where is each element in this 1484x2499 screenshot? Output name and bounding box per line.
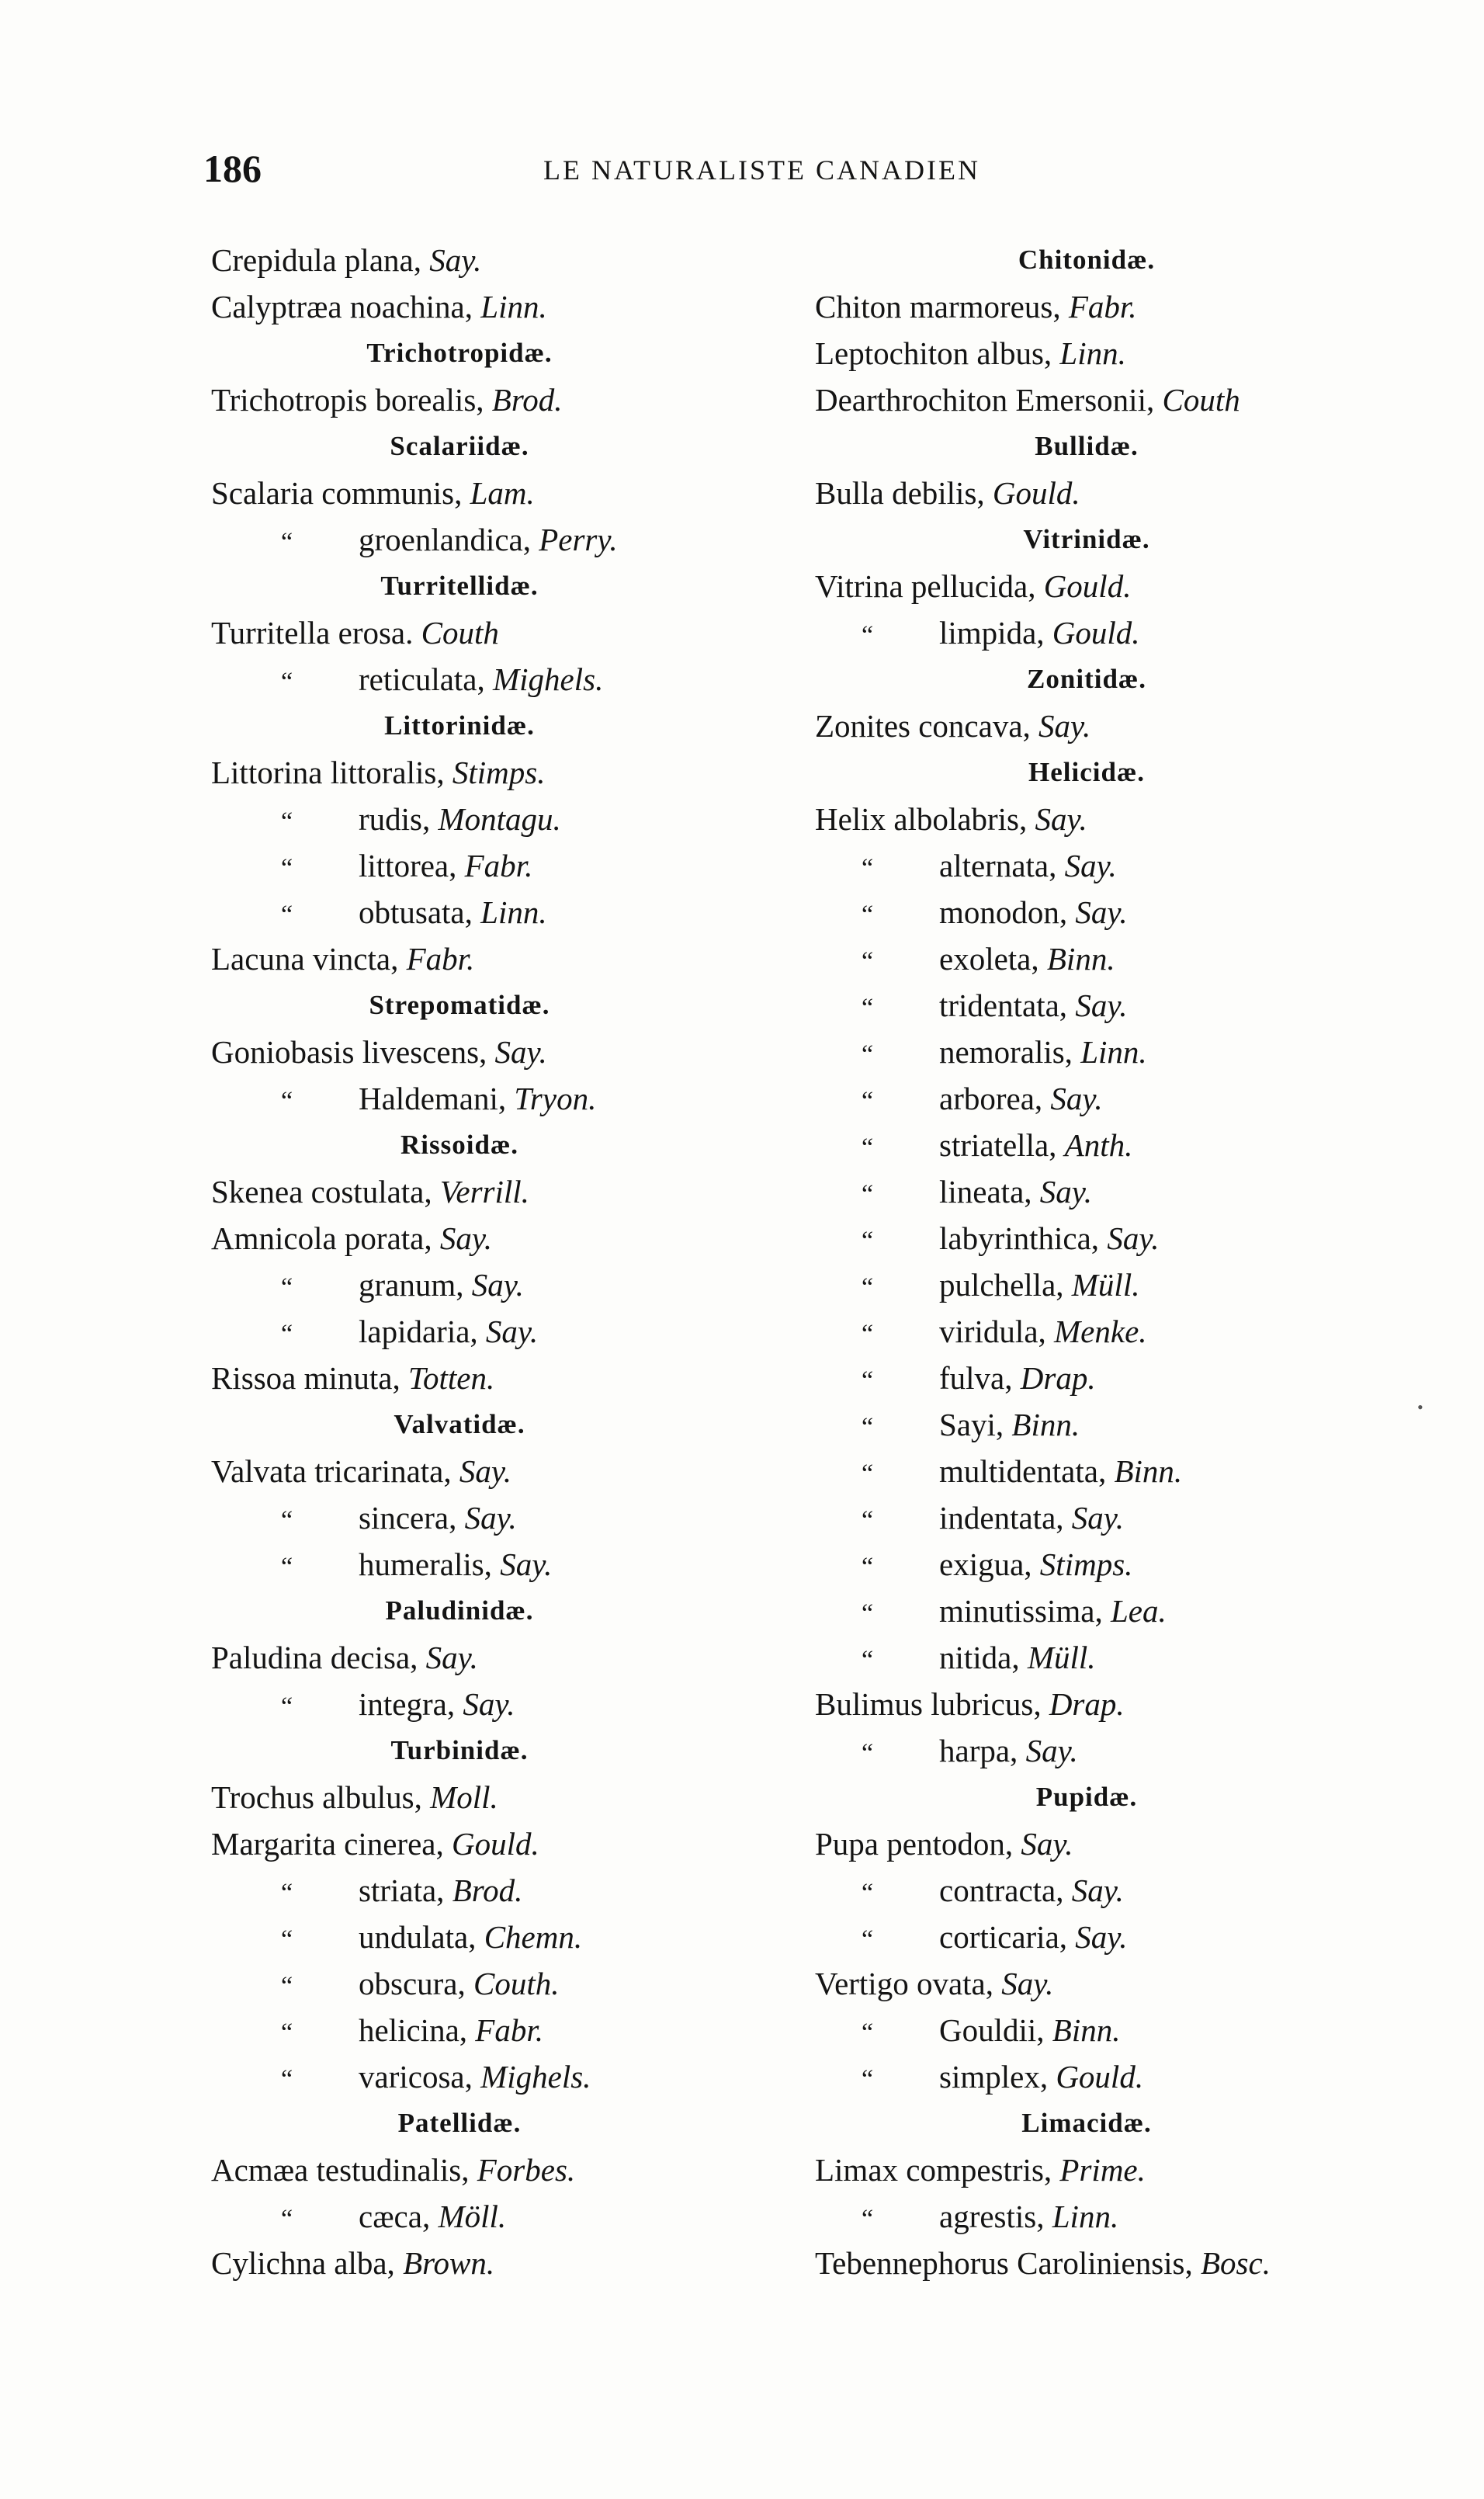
species-entry [211,1168,770,1215]
species-author: Say. [459,1453,512,1489]
species-name: Haldemani, [359,1081,507,1116]
species-entry [815,982,1405,1029]
species-author: Say. [1038,708,1091,744]
species-author: Gould. [1043,568,1132,604]
species-author: Say. [1107,1220,1160,1256]
ditto-mark: “ [281,668,293,696]
species-author: Linn. [1080,1034,1147,1070]
species-name: Valvata tricarinata, [211,1453,452,1489]
species-name: varicosa, [359,2059,473,2095]
species-author: Say. [463,1686,515,1722]
species-author: Linn. [480,894,547,930]
running-title: LE NATURALISTE CANADIEN [543,154,980,186]
ditto-mark: “ [281,1320,293,1348]
species-author: Brod. [452,1873,523,1908]
species-name: striata, [359,1873,445,1908]
species-name: limpida, [939,615,1045,651]
family-heading: Chitonidæ. [1018,245,1156,275]
ditto-mark: “ [281,2065,293,2094]
ditto-mark: “ [281,1692,293,1721]
species-entry [211,1215,770,1262]
species-entry [815,1541,1405,1588]
species-name: Acmæa testudinalis, [211,2152,470,2188]
species-entry [815,842,1405,889]
family-heading: Helicidæ. [1028,757,1145,787]
species-author: Linn. [480,289,547,325]
species-entry [815,1914,1405,1960]
species-author: Say. [464,1500,517,1536]
species-author: Say. [1035,801,1087,837]
species-entry [815,1867,1405,1914]
ditto-mark: “ [862,901,874,929]
species-name: minutissima, [939,1593,1103,1629]
species-author: Say. [485,1314,539,1349]
species-author: Mighels. [493,661,604,697]
species-name: Pupa pentodon, [815,1826,1014,1862]
species-author: Prime. [1059,2152,1146,2188]
species-entry [815,1262,1405,1308]
species-entry [211,283,770,330]
ditto-mark: “ [281,854,293,883]
species-entry [815,1075,1405,1122]
species-author: Say. [494,1034,547,1070]
species-entry [211,1262,770,1308]
ditto-mark: “ [862,1739,874,1768]
species-author: Chemn. [484,1919,583,1955]
species-name: Crepidula plana, [211,242,421,278]
family-heading: Valvatidæ. [394,1409,525,1439]
species-entry [815,1215,1405,1262]
page-header [0,146,1484,193]
species-name: Dearthrochiton Emersonii, [815,382,1155,418]
species-entry [815,1122,1405,1168]
species-entry [211,2147,770,2193]
family-heading: Turbinidæ. [390,1735,529,1765]
species-name: Paludina decisa, [211,1640,418,1675]
species-name: Gouldii, [939,2012,1045,2048]
species-name: exigua, [939,1546,1032,1582]
species-author: Verrill. [439,1174,529,1210]
ditto-mark: “ [862,854,874,883]
species-author: Say. [1021,1826,1073,1862]
species-entry [815,2147,1405,2193]
species-entry [211,2007,770,2053]
species-author: Binn. [1114,1453,1183,1489]
species-entry [815,889,1405,935]
species-entry [815,1355,1405,1401]
species-author: Say. [1075,894,1128,930]
ditto-mark: “ [862,2205,874,2233]
species-entry [211,1820,770,1867]
family-heading: Zonitidæ. [1027,664,1146,694]
species-author: Fabr. [1068,289,1137,325]
ditto-mark: “ [862,1646,874,1675]
species-author: Fabr. [406,941,475,977]
species-name: littorea, [359,848,457,883]
species-name: Vertigo ovata, [815,1966,993,2001]
ditto-mark: “ [862,1366,874,1395]
species-author: Fabr. [475,2012,543,2048]
species-entry [211,1308,770,1355]
left-column [211,237,770,2286]
species-entry [815,1029,1405,1075]
page-number: 186 [203,147,262,190]
species-entry [815,377,1405,423]
species-entry [815,563,1405,609]
species-author: Anth. [1064,1127,1133,1163]
species-author: Gould. [992,475,1080,511]
species-author: Müll. [1027,1640,1096,1675]
ditto-mark: “ [862,994,874,1022]
ditto-mark: “ [862,1273,874,1302]
species-author: Say. [471,1267,524,1303]
species-author: Binn. [1052,2012,1121,2048]
species-name: rudis, [359,801,431,837]
species-entry [815,1727,1405,1774]
species-author: Forbes. [477,2152,576,2188]
family-heading: Pupidæ. [1035,1782,1138,1812]
ditto-mark: “ [862,1599,874,1628]
family-heading: Strepomatidæ. [369,990,550,1020]
species-author: Say. [1075,1919,1128,1955]
species-name: simplex, [939,2059,1049,2095]
species-author: Menke. [1054,1314,1147,1349]
species-author: Say. [429,242,482,278]
species-name: Amnicola porata, [211,1220,432,1256]
species-author: Lam. [470,475,535,511]
family-heading: Limacidæ. [1021,2108,1152,2138]
species-name: Scalaria communis, [211,475,463,511]
ditto-mark: “ [862,621,874,650]
species-author: Gould. [1052,615,1140,651]
species-name: granum, [359,1267,464,1303]
ditto-mark: “ [862,1040,874,1069]
species-entry [211,889,770,935]
species-entry [815,1681,1405,1727]
species-author: Möll. [438,2199,507,2234]
species-entry [815,283,1405,330]
species-entry [815,470,1405,516]
species-entry [211,1029,770,1075]
species-name: Margarita cinerea, [211,1826,444,1862]
ditto-mark: “ [862,947,874,976]
species-author: Linn. [1052,2199,1119,2234]
species-author: Lea. [1110,1593,1167,1629]
species-entry [815,1960,1405,2007]
ditto-mark: “ [862,2018,874,2047]
species-author: Couth. [473,1966,560,2001]
species-author: Say. [1039,1174,1092,1210]
family-heading: Vitrinidæ. [1023,524,1150,554]
ditto-mark: “ [862,1180,874,1209]
species-name: Vitrina pellucida, [815,568,1036,604]
ditto-mark: “ [862,1087,874,1116]
species-entry [815,2053,1405,2100]
species-author: Müll. [1071,1267,1140,1303]
species-author: Binn. [1011,1407,1080,1442]
species-entry [211,1914,770,1960]
ditto-mark: “ [862,2065,874,2094]
ditto-mark: “ [281,807,293,836]
species-entry [815,796,1405,842]
species-entry [211,1075,770,1122]
ditto-mark: “ [281,1273,293,1302]
species-entry [815,330,1405,377]
species-name: Calyptræa noachina, [211,289,473,325]
species-author: Mighels. [480,2059,591,2095]
species-name: integra, [359,1686,456,1722]
species-name: lapidaria, [359,1314,478,1349]
right-column [815,237,1405,2286]
species-name: Leptochiton albus, [815,335,1052,371]
species-name: Tebennephorus Caroliniensis, [815,2245,1193,2281]
species-name: sincera, [359,1500,457,1536]
species-entry [815,2193,1405,2240]
species-author: Brown. [403,2245,495,2281]
ditto-mark: “ [862,1227,874,1255]
species-author: Stimps. [1039,1546,1133,1582]
family-heading: Rissoidæ. [400,1130,518,1160]
species-author: Drap. [1049,1686,1125,1722]
species-entry [211,1681,770,1727]
species-entry [211,470,770,516]
species-author: Bosc. [1201,2245,1271,2281]
species-entry [815,1588,1405,1634]
ditto-mark: “ [862,1925,874,1954]
species-author: Couth [421,615,499,651]
ditto-mark: “ [862,1320,874,1348]
family-heading: Trichotropidæ. [366,338,553,368]
species-entry [211,377,770,423]
species-name: agrestis, [939,2199,1045,2234]
ditto-mark: “ [281,1553,293,1581]
species-entry [211,237,770,283]
species-entry [815,2007,1405,2053]
species-entry [211,749,770,796]
species-name: Trichotropis borealis, [211,382,484,418]
species-entry [815,1494,1405,1541]
species-entry [211,1541,770,1588]
species-name: groenlandica, [359,522,531,557]
species-name: Turritella erosa. [211,615,414,651]
species-name: Lacuna vincta, [211,941,399,977]
species-entry [211,935,770,982]
species-author: Say. [1050,1081,1103,1116]
species-author: Say. [1075,987,1128,1023]
ditto-mark: “ [862,1413,874,1442]
species-name: Trochus albulus, [211,1779,422,1815]
species-name: Sayi, [939,1407,1004,1442]
species-entry [815,935,1405,982]
species-entry [211,1960,770,2007]
species-entry [211,1634,770,1681]
ditto-mark: “ [281,1087,293,1116]
species-name: viridula, [939,1314,1046,1349]
family-heading: Turritellidæ. [380,571,539,601]
species-author: Fabr. [464,848,533,883]
species-author: Binn. [1046,941,1115,977]
species-name: exoleta, [939,941,1039,977]
ditto-mark: “ [281,528,293,557]
species-entry [211,2240,770,2286]
species-author: Gould. [1056,2059,1144,2095]
family-heading: Scalariidæ. [390,431,529,461]
species-entry [211,842,770,889]
species-entry [815,1308,1405,1355]
species-name: arborea, [939,1081,1043,1116]
species-author: Linn. [1059,335,1126,371]
species-entry [211,656,770,703]
species-author: Moll. [430,1779,498,1815]
ditto-mark: “ [281,1506,293,1535]
species-author: Perry. [539,522,618,557]
species-name: Goniobasis livescens, [211,1034,487,1070]
ditto-mark: “ [862,1133,874,1162]
ditto-mark: “ [281,2018,293,2047]
species-author: Say. [439,1220,493,1256]
species-name: Littorina littoralis, [211,755,445,790]
species-name: Bulimus lubricus, [815,1686,1042,1722]
species-author: Totten. [407,1360,495,1396]
species-author: Brod. [491,382,563,418]
species-author: Say. [1025,1733,1078,1768]
species-author: Drap. [1020,1360,1096,1396]
species-name: cæca, [359,2199,431,2234]
ditto-mark: “ [281,1972,293,2001]
species-name: Chiton marmoreus, [815,289,1061,325]
species-name: Limax compestris, [815,2152,1052,2188]
species-name: Helix albolabris, [815,801,1028,837]
species-name: Cylichna alba, [211,2245,395,2281]
species-author: Stimps. [452,755,546,790]
species-entry [211,1355,770,1401]
species-name: pulchella, [939,1267,1064,1303]
species-name: harpa, [939,1733,1018,1768]
species-author: Say. [500,1546,553,1582]
species-entry [815,1448,1405,1494]
species-name: helicina, [359,2012,468,2048]
species-name: contracta, [939,1873,1064,1908]
species-entry [211,1774,770,1820]
species-entry [211,516,770,563]
species-name: fulva, [939,1360,1013,1396]
species-entry [815,1634,1405,1681]
species-name: alternata, [939,848,1057,883]
ditto-mark: “ [281,901,293,929]
species-name: labyrinthica, [939,1220,1100,1256]
species-author: Gould. [451,1826,539,1862]
species-entry [815,2240,1405,2286]
species-name: undulata, [359,1919,477,1955]
ditto-mark: “ [862,1553,874,1581]
species-entry [815,1168,1405,1215]
species-name: Zonites concava, [815,708,1031,744]
species-name: Rissoa minuta, [211,1360,400,1396]
species-name: Bulla debilis, [815,475,985,511]
species-entry [211,2053,770,2100]
ditto-mark: “ [281,2205,293,2233]
species-entry [211,1867,770,1914]
species-name: corticaria, [939,1919,1068,1955]
species-author: Montagu. [438,801,561,837]
ditto-mark: “ [862,1506,874,1535]
ditto-mark: “ [862,1879,874,1907]
family-heading: Patellidæ. [397,2108,522,2138]
species-name: obtusata, [359,894,473,930]
species-author: Say. [1064,848,1117,883]
ditto-mark: “ [862,1459,874,1488]
species-entry [211,609,770,656]
species-name: nitida, [939,1640,1020,1675]
species-name: nemoralis, [939,1034,1073,1070]
species-name: obscura, [359,1966,466,2001]
species-author: Say. [425,1640,478,1675]
species-name: multidentata, [939,1453,1107,1489]
species-author: Couth [1162,382,1240,418]
family-heading: Bullidæ. [1035,431,1139,461]
species-entry [815,609,1405,656]
species-author: Tryon. [514,1081,597,1116]
species-name: tridentata, [939,987,1068,1023]
family-heading: Littorinidæ. [384,710,535,741]
species-name: lineata, [939,1174,1032,1210]
species-author: Say. [1071,1500,1124,1536]
family-heading: Paludinidæ. [385,1595,534,1626]
species-entry [815,1401,1405,1448]
species-author: Say. [1001,1966,1054,2001]
species-name: reticulata, [359,661,485,697]
ditto-mark: “ [281,1925,293,1954]
species-name: monodon, [939,894,1068,930]
species-entry [815,703,1405,749]
species-author: Say. [1071,1873,1124,1908]
species-name: striatella, [939,1127,1057,1163]
species-entry [815,1820,1405,1867]
ditto-mark: “ [281,1879,293,1907]
species-entry [211,796,770,842]
species-entry [211,2193,770,2240]
species-entry [211,1448,770,1494]
stray-mark: • [1417,1397,1423,1417]
species-entry [211,1494,770,1541]
species-name: indentata, [939,1500,1064,1536]
species-name: humeralis, [359,1546,492,1582]
species-name: Skenea costulata, [211,1174,432,1210]
